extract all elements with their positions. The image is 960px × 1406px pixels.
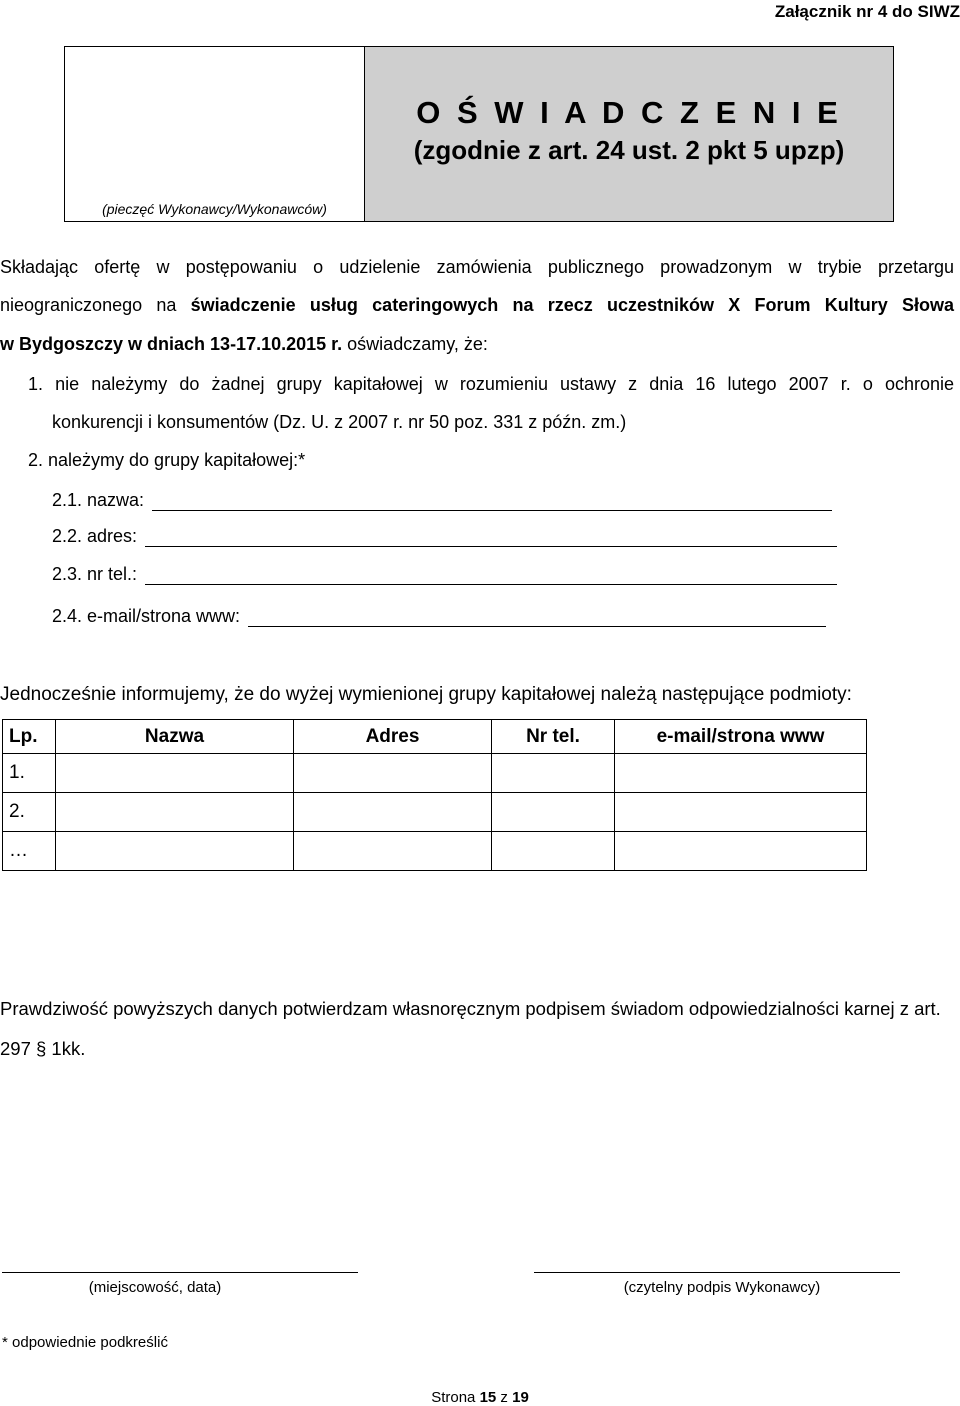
row-number: 1. [3,754,56,793]
intro-line-1: Składając ofertę w postępowaniu o udzielenie zamówienia publicznego prowadzonym w trybie przetargu [0,257,954,277]
declaration-line-1: Prawdziwość powyższych danych potwierdzam własnoręcznym podpisem świadom odpowiedzialności karnej z art. [0,998,941,1019]
item-1 [28,374,954,395]
place-date-caption: (miejscowość, data) [88,1279,222,1296]
intro-line-2 [0,295,954,316]
cell-name[interactable] [56,832,294,871]
intro-line-2-plain: nieograniczonego na [0,295,177,315]
cell-name[interactable] [56,793,294,832]
declaration-line-2: 297 § 1kk. [0,1038,86,1059]
cell-email[interactable] [615,832,867,871]
cell-address[interactable] [294,832,492,871]
cell-email[interactable] [615,754,867,793]
field-email [52,606,826,627]
cell-name[interactable] [56,754,294,793]
group-intro: Jednocześnie informujemy, że do wyżej wymienionej grupy kapitałowej należą następujące podmioty: [0,684,852,705]
intro-paragraph [0,257,954,278]
field-email-blank[interactable] [248,608,826,627]
field-name-label: 2.1. nazwa: [52,490,145,510]
col-phone: Nr tel. [492,720,615,754]
page-number: Strona 15 z 19 [431,1389,529,1406]
row-number: … [3,832,56,871]
signature-line[interactable] [534,1272,900,1273]
place-date-line[interactable] [2,1272,358,1273]
document-subtitle: (zgodnie z art. 24 ust. 2 pkt 5 upzp) [413,135,845,165]
members-table [2,719,867,871]
field-name [52,490,832,511]
signature-caption: (czytelny podpis Wykonawcy) [623,1279,821,1296]
cell-email[interactable] [615,793,867,832]
service-name: świadczenie usług cateringowych na rzecz uczestników X Forum Kultury Słowa [190,295,954,315]
field-phone-label: 2.3. nr tel.: [52,564,138,584]
cell-phone[interactable] [492,832,615,871]
cell-address[interactable] [294,793,492,832]
attachment-label: Załącznik nr 4 do SIWZ [774,2,960,21]
footnote: * odpowiednie podkreślić [2,1334,168,1351]
header-box [64,46,894,222]
cell-address[interactable] [294,754,492,793]
cell-phone[interactable] [492,754,615,793]
cell-phone[interactable] [492,793,615,832]
table-row [3,754,867,793]
col-email: e-mail/strona www [615,720,867,754]
service-place-date: w Bydgoszczy w dniach 13-17.10.2015 r. [0,334,343,354]
item-1-line-1: 1. nie należymy do żadnej grupy kapitałowej w rozumieniu ustawy z dnia 16 lutego 2007 r. o ochronie [28,374,954,394]
field-phone [52,564,837,585]
intro-line-3-plain: oświadczamy, że: [342,334,488,354]
col-address: Adres [294,720,492,754]
title-area [365,47,893,221]
stamp-caption: (pieczęć Wykonawcy/Wykonawców) [102,201,327,217]
table-row [3,832,867,871]
item-1-line-2: konkurencji i konsumentów (Dz. U. z 2007 r. nr 50 poz. 331 z późn. zm.) [52,412,627,432]
stamp-area [65,47,365,221]
intro-line-3 [0,334,954,355]
field-address [52,526,837,547]
row-number: 2. [3,793,56,832]
table-row [3,793,867,832]
col-lp: Lp. [3,720,56,754]
field-email-label: 2.4. e-mail/strona www: [52,606,241,626]
field-address-blank[interactable] [145,528,837,547]
table-header-row [3,720,867,754]
field-name-blank[interactable] [152,492,832,511]
col-name: Nazwa [56,720,294,754]
document-title: O Ś W I A D C Z E N I E [416,95,842,130]
total-pages: 19 [512,1389,529,1406]
item-2: 2. należymy do grupy kapitałowej:* [28,450,306,470]
field-phone-blank[interactable] [145,566,837,585]
field-address-label: 2.2. adres: [52,526,138,546]
current-page: 15 [479,1389,497,1406]
